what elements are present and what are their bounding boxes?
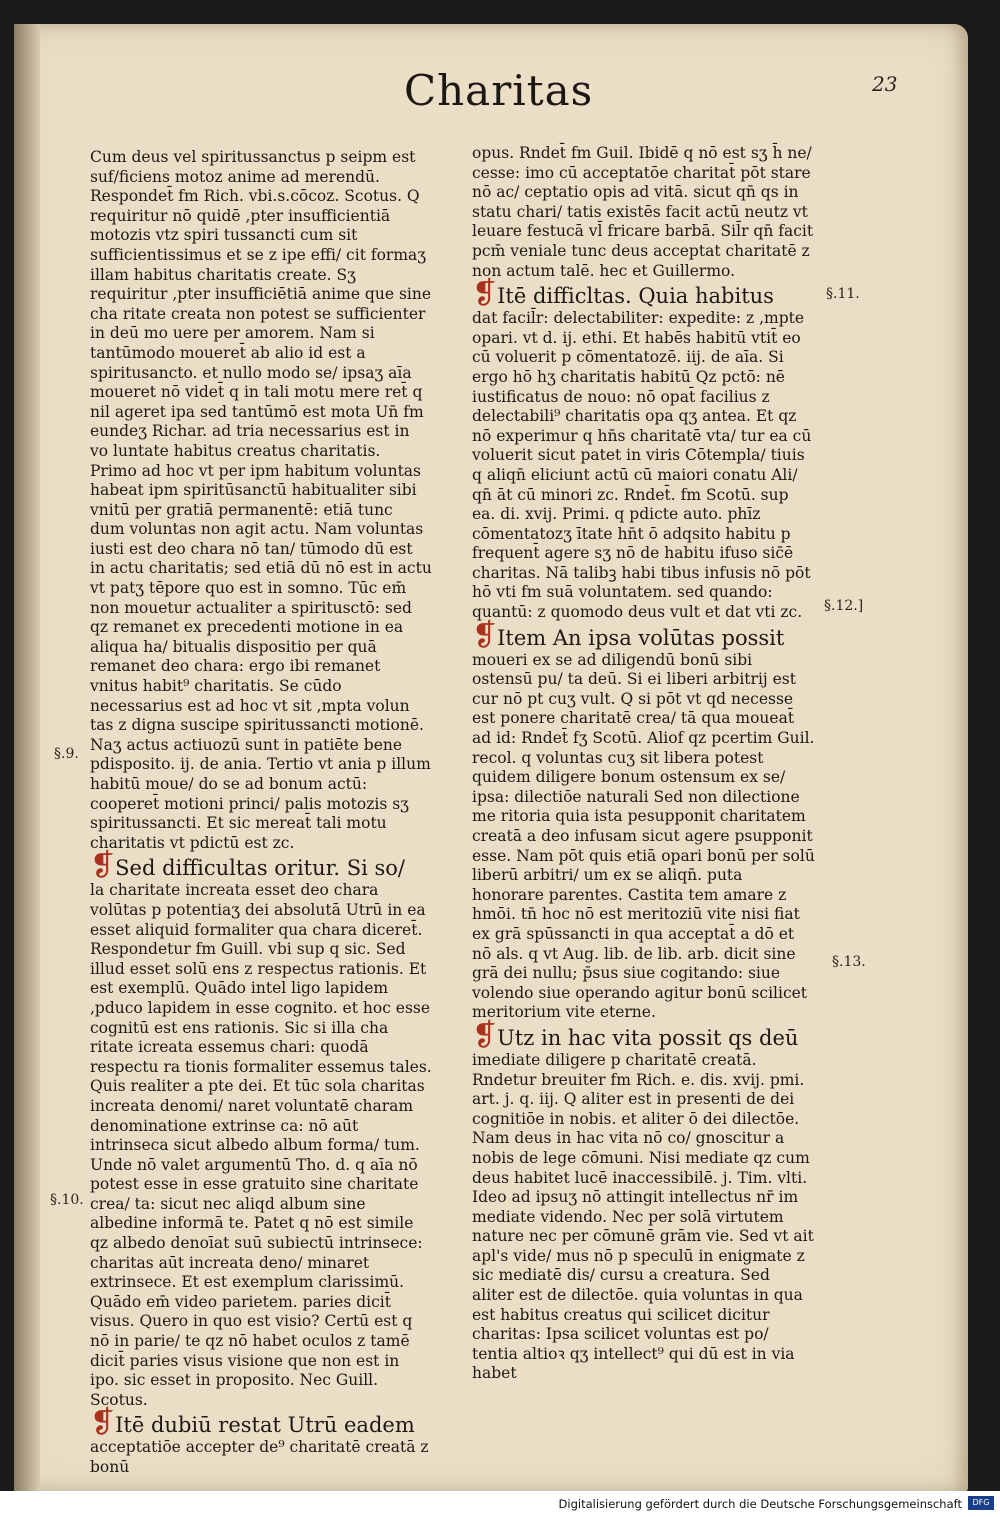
page-title: Charitas (404, 66, 594, 115)
rubric-pilcrow: ❡ (90, 848, 116, 884)
heading-text: Utz in hac vita possit qs deū (497, 1025, 799, 1050)
rubric-pilcrow: ❡ (90, 1405, 116, 1441)
paragraph: opus. Rndet̄ fm Guil. Ibidē q nō est sʒ h̄ ne/ cesse: imo cū acceptatōe charitat̄ pōt stare nō ac/ ceptatio opis ad vitā. sicut qn̄ qs in statu chari/ tatis existēs facit actū neutz vt leuare festucā vl̄ fricare barbā. Sil̄r qn̄ facit pcm̄ veniale tunc deus acceptat charitatē z non actum talē. hec et Guillermo. (472, 144, 814, 280)
rubric-heading (90, 1405, 432, 1441)
paragraph: la charitate increata esset deo chara volūtas p potentiaʒ dei absolutā Utrū in ea esset aliquid formaliter qua chara diceret̄. Respondetur fm Guill. vbi sup q sic. Sed illud esset solū ens z respectus rationis. Et est exemplū. Quādo intel ligo lapidem ,pduco lapidem in esse cognito. et hoc esse cognitū est ens rationis. Sic si illa cha ritate icreata essemus chari: quodā respectu ra tionis formaliter essemus tales. Quis realiter a pte dei. Et tūc sola charitas increata denomi/ naret voluntatē charam denominatione extrinse ca: nō aūt intrinseca sicut albedo album forma/ tum. Unde nō valet argumentū Tho. d. q aīa nō potest esse in esse gratuito sine charitate crea/ ta: sicut nec aliqd album sine albedine informā te. Patet q nō est simile qz albedo denoīat suū subiectū intrinsece: charitas aūt increata deno/ minaret extrinsece. Et est exemplum clarissimū. Quādo em̄ video parietem. paries dicit̄ visus. Quero in quo est visio? Certū est q nō in parie/ te qz nō habet oculos z tamē dicit̄ paries visus visione que non est in ipo. sic esset in proposito. Nec Guill. Scotus. (90, 881, 432, 1409)
rubric-heading (90, 848, 432, 884)
footer-credit: Digitalisierung gefördert durch die Deutsche Forschungsgemeinschaft (558, 1497, 962, 1511)
paragraph: Cum deus vel spiritussanctus p seipm est suf/ficiens motoz anime ad merendū. Respondet̄ fm Rich. vbi.s.cōcoz. Scotus. Q requiritur nō quidē ,pter insufficientiā motozis vtz spiri tussancti cum sit sufficientissimus et se z ipe effi/ cit formaʒ illam habitus charitatis create. Sʒ requiritur ,pter insufficiētiā anime que sine cha ritate creata non potest se sufficienter in deū mo uere per amorem. Nam si tantūmodo moueret̄ ab alio id est a spiritusancto. et nullo modo se/ ipsaʒ aīa moueret nō videt̄ q in tali motu mere ret̄ q nil ageret ipa sed tantūmō est mota Un̄ fm eundeʒ Richar. ad tria necessarius est in vo luntate habitus creatus charitatis. Primo ad hoc vt per ipm habitum voluntas habeat ipm spiritūsanctū habitualiter sibi vnitū per gratiā permanentē: etiā tunc dum voluntas non agit actu. Nam voluntas iusti est deo chara nō tan/ tūmodo dū est in actu charitatis; sed etiā dū nō est in actu vt patʒ tēpore quo est in somno. Tūc em̄ non mouetur actualiter a spiritusctō: sed qz remanet ex precedenti motione in ea aliqua ha/ bitualis dispositio per quā remanet deo chara: ergo ibi remanet vnitus habit⁹ charitatis. Se cūdo necessarius est ad hoc vt sit ,mpta volun tas z digna suscipe spiritussancti motionē. Naʒ actus actiuozū sunt in patiēte bene pdisposito. ij. de ania. Tertio vt ania p illum habitū moue/ do se ad bonum actū: cooperet̄ motioni princi/ palis motozis sʒ spiritussancti. Et sic mereat̄ tali motu charitatis vt pdictū est zc. (90, 148, 432, 852)
paragraph: moueri ex se ad diligendū bonū sibi ostensū pu/ ta deū. Si ei liberi arbitrij est cur nō pt cuʒ vult. Q si pōt vt qd necesse est ponere charitatē crea/ tā qua moueat̄ ad id: Rndet̄ fʒ Scotū. Aliof qz pcertim Guil. recol. q voluntas cuʒ sit libera potest quidem diligere bonum ostensum ex se/ ipsa: dilectiōe naturali Sed non dilectione me ritoria quia ista pesupponit charitatem creatā a deo infusam sicut agere psupponit esse. Nam pōt quis etiā opari bonū per solū liberū arbitri/ um ex se aliqn̄. puta honorare parentes. Castita tem amare z hmōi. tn̄ hoc nō est meritoziū vite nisi fiat ex grā spūssancti in qua acceptat̄ a dō et nō als. q vt Aug. lib. de lib. arb. dicit sine grā dei nullu; p̄sus siue cogitando: siue volendo siue operando agitur bonū scilicet meritorium vite eterne. (472, 650, 815, 1022)
footer-bar (0, 1491, 1000, 1517)
heading-text: Sed difficultas oritur. Si so/ (115, 856, 405, 881)
heading-text: Itē difficltas. Quia habitus (497, 284, 774, 309)
section-mark-10: §.10. (50, 1192, 84, 1208)
paragraph: dat facil̄r: delectabiliter: expedite: z ,mpte opari. vt d. ij. ethi. Et habēs habitū vtit̄ eo cū voluerit p cōmentatozē. iij. de aīa. Si ergo hō hʒ charitatis habitū Qz pctō: nē iustificatus de nouo: nō opat̄ facilius z delectabili⁹ charitatis opa qʒ antea. Et qz nō experimur q hn̄s charitatē vta/ tur ea cū voluerit sicut patet in viris Cōtempla/ tiuis q aliqn̄ eliciunt actū cū maiori conatu Ali/ qn̄ āt cū minori zc. Rndet̄. fm Scotū. sup ea. di. xvij. Primi. q pdicte auto. phīz cōmentatozʒ ītate hn̄t ō adqsito habitu p frequent̄ agere sʒ nō de habitu ifuso sic̄ē charitas. Nā talibꝫ habi tibus infusis nō pōt hō vti fm suā voluntatem. sed quando: quantū: z quomodo deus vult et dat vti zc. (472, 309, 812, 622)
section-mark-13: §.13. (832, 954, 866, 970)
heading-text: Itē dubiū restat Utrū eadem (115, 1413, 415, 1438)
rubric-pilcrow: ❡ (472, 617, 498, 653)
rubric-pilcrow: ❡ (472, 1017, 498, 1053)
paragraph: acceptatiōe accepter de⁹ charitatē creatā z bonū (90, 1438, 429, 1476)
rubric-pilcrow: ❡ (472, 276, 498, 312)
folio-number: 23 (872, 72, 898, 96)
binding-gutter (14, 24, 40, 1492)
heading-text: Item An ipsa volūtas possit (497, 625, 785, 650)
rubric-heading (472, 276, 815, 312)
dfg-logo: DFG (968, 1496, 994, 1510)
section-mark-12: §.12.] (824, 598, 864, 614)
paragraph: imediate diligere p charitatē creatā. Rndetur breuiter fm Rich. e. dis. xvij. pmi. art. j. q. iij. Q aliter est in presenti de dei cognitiōe in nobis. et aliter ō dei dilectōe. Nam deus in hac vita nō co/ gnoscitur a nobis de lege cōmuni. Nisi mediate qz cum deus habitet lucē inaccessibilē. j. Tim. vlti. Ideo ad ipsuʒ nō attingit intellectus nr̄ im mediate videndo. Nec per solā virtutem nature nec per cōmunē grām vie. Sed vt ait apl's vide/ mus nō p speculū in enigmate z sic mediatē dis/ cursu a creatura. Sed aliter est de dilectōe. quia voluntas in qua est habitus creatus qui scilicet dicitur charitas: Ipsa scilicet voluntas est po/ tentia altioꝛ qʒ intellect⁹ qui dū est in via habet (472, 1050, 814, 1383)
section-mark-11: §.11. (826, 286, 860, 302)
section-mark-9: §.9. (54, 746, 79, 762)
rubric-heading (472, 1017, 815, 1053)
right-column (472, 144, 815, 1384)
left-column (90, 148, 432, 1478)
rubric-heading (472, 617, 815, 653)
book-page (14, 24, 968, 1492)
